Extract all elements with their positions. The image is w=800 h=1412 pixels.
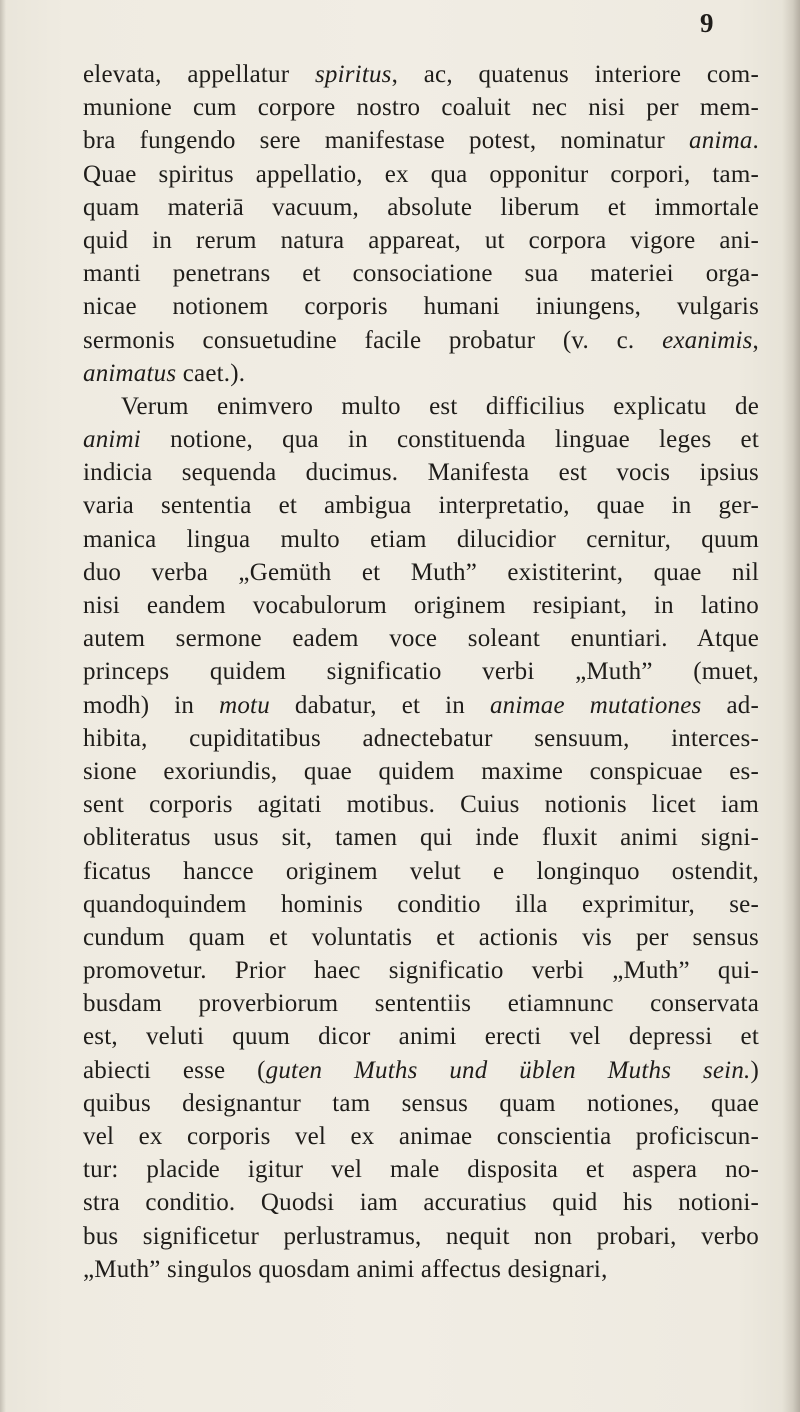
text-run: est, veluti quum dicor animi erecti vel depressi et xyxy=(83,1023,759,1051)
page-left-shadow xyxy=(0,0,6,1412)
text-run: vel ex corporis vel ex animae conscientia proficiscun- xyxy=(83,1123,759,1150)
text-line xyxy=(83,689,759,722)
text-run: bus significetur perlustramus, nequit non probari, verbo xyxy=(83,1222,759,1250)
text-run: dabatur, et in xyxy=(269,691,490,719)
text-run: quibus designantur tam sensus quam notiones, quae xyxy=(83,1089,759,1117)
text-run: princeps quidem significatio verbi „Muth” (muet, xyxy=(83,658,759,686)
text-run: abiecti esse ( xyxy=(83,1056,266,1084)
text-line xyxy=(83,423,759,456)
text-line xyxy=(83,1020,759,1053)
text-line xyxy=(83,821,759,854)
text-line xyxy=(83,58,759,91)
text-run: „Muth” singulos quosdam animi affectus designari, xyxy=(83,1255,608,1283)
body-text xyxy=(83,58,759,1286)
text-line xyxy=(83,987,759,1020)
text-run: quid in rerum natura appareat, ut corpora vigore ani- xyxy=(83,226,759,254)
text-line xyxy=(83,1087,759,1120)
text-run: stra conditio. Quodsi iam accuratius quid his notioni- xyxy=(83,1189,759,1217)
text-run: duo verba „Gemüth et Muth” existiterint, quae nil xyxy=(83,558,759,586)
text-run: obliteratus usus sit, tamen qui inde fluxit animi signi- xyxy=(83,824,759,852)
text-line xyxy=(83,589,759,622)
text-line xyxy=(83,191,759,224)
text-run: manti penetrans et consociatione sua materiei orga- xyxy=(83,260,759,288)
italic-text: motu xyxy=(219,691,270,719)
text-run: busdam proverbiorum sententiis etiamnunc conservata xyxy=(83,990,759,1018)
text-line xyxy=(83,1186,759,1219)
text-line xyxy=(83,888,759,921)
text-line xyxy=(83,1054,759,1087)
text-line xyxy=(83,655,759,688)
text-line xyxy=(83,1153,759,1186)
text-run: nisi eandem vocabulorum originem resipiant, in latino xyxy=(83,592,759,619)
text-run: tur: placide igitur vel male disposita et aspera no- xyxy=(83,1156,759,1184)
text-line xyxy=(83,855,759,888)
italic-text: animi xyxy=(83,426,141,454)
text-line xyxy=(83,788,759,821)
text-line xyxy=(83,489,759,522)
text-line xyxy=(83,357,759,390)
text-run: notione, qua in constituenda linguae leges et xyxy=(140,426,759,454)
text-run: quam materiā vacuum, absolute liberum et immortale xyxy=(83,193,759,221)
text-line xyxy=(83,1220,759,1253)
text-run: cundum quam et voluntatis et actionis vis per sensus xyxy=(83,923,759,951)
page-number: 9 xyxy=(700,8,714,38)
text-run: , xyxy=(752,326,759,354)
text-run: sent corporis agitati motibus. Cuius notionis licet iam xyxy=(83,791,759,819)
italic-text: animae mutationes xyxy=(489,691,702,719)
text-line xyxy=(83,91,759,124)
text-line xyxy=(83,556,759,589)
text-run: munione cum corpore nostro coaluit nec nisi per mem- xyxy=(83,94,759,122)
text-run: autem sermone eadem voce soleant enuntiari. Atque xyxy=(83,625,759,653)
text-run: nicae notionem corporis humani iniungens, vulgaris xyxy=(83,293,759,321)
text-run: , ac, quatenus interiore com- xyxy=(391,61,759,88)
text-run: ad- xyxy=(701,691,759,719)
text-line xyxy=(83,722,759,755)
text-run: sione exoriundis, quae quidem maxime conspicuae es- xyxy=(83,757,759,785)
text-line xyxy=(83,456,759,489)
italic-text: exanimis xyxy=(662,326,753,354)
text-line xyxy=(83,523,759,556)
text-line xyxy=(83,324,759,357)
text-line xyxy=(83,290,759,323)
text-line xyxy=(83,921,759,954)
text-run: elevata, appellatur xyxy=(83,61,315,88)
text-line xyxy=(83,158,759,191)
text-line xyxy=(83,1120,759,1153)
italic-text: animatus xyxy=(83,359,177,387)
text-run: ficatus hancce originem velut e longinquo ostendit, xyxy=(83,857,759,885)
text-run: manica lingua multo etiam dilucidior cernitur, quum xyxy=(83,525,759,553)
text-run: caet.). xyxy=(176,359,246,387)
text-line xyxy=(83,622,759,655)
text-run: Verum enimvero multo est difficilius explicatu de xyxy=(121,392,759,420)
text-line xyxy=(83,1253,759,1286)
text-run: modh) in xyxy=(83,691,220,719)
page-right-edge-shadow xyxy=(782,0,800,1412)
text-run: ) xyxy=(750,1056,759,1084)
text-run: promovetur. Prior haec significatio verbi „Muth” qui- xyxy=(83,957,759,985)
text-run: . xyxy=(752,127,759,155)
text-run: hibita, cupiditatibus adnectebatur sensuum, interces- xyxy=(83,724,759,752)
text-line xyxy=(83,954,759,987)
italic-text: spiritus xyxy=(314,61,392,88)
text-line xyxy=(83,224,759,257)
text-run: Quae spiritus appellatio, ex qua opponitur corpori, tam- xyxy=(83,160,759,188)
text-run: sermonis consuetudine facile probatur (v. c. xyxy=(83,326,663,354)
text-line xyxy=(83,124,759,157)
text-line xyxy=(83,390,759,423)
text-line xyxy=(83,755,759,788)
text-run: indicia sequenda ducimus. Manifesta est vocis ipsius xyxy=(83,459,759,487)
text-run: varia sententia et ambigua interpretatio, quae in ger- xyxy=(83,492,759,520)
italic-text: anima xyxy=(689,127,753,155)
text-run: quandoquindem hominis conditio illa exprimitur, se- xyxy=(83,890,759,918)
text-line xyxy=(83,257,759,290)
text-run: bra fungendo sere manifestase potest, nominatur xyxy=(83,127,690,155)
italic-text: guten Muths und üblen Muths sein. xyxy=(265,1056,751,1084)
